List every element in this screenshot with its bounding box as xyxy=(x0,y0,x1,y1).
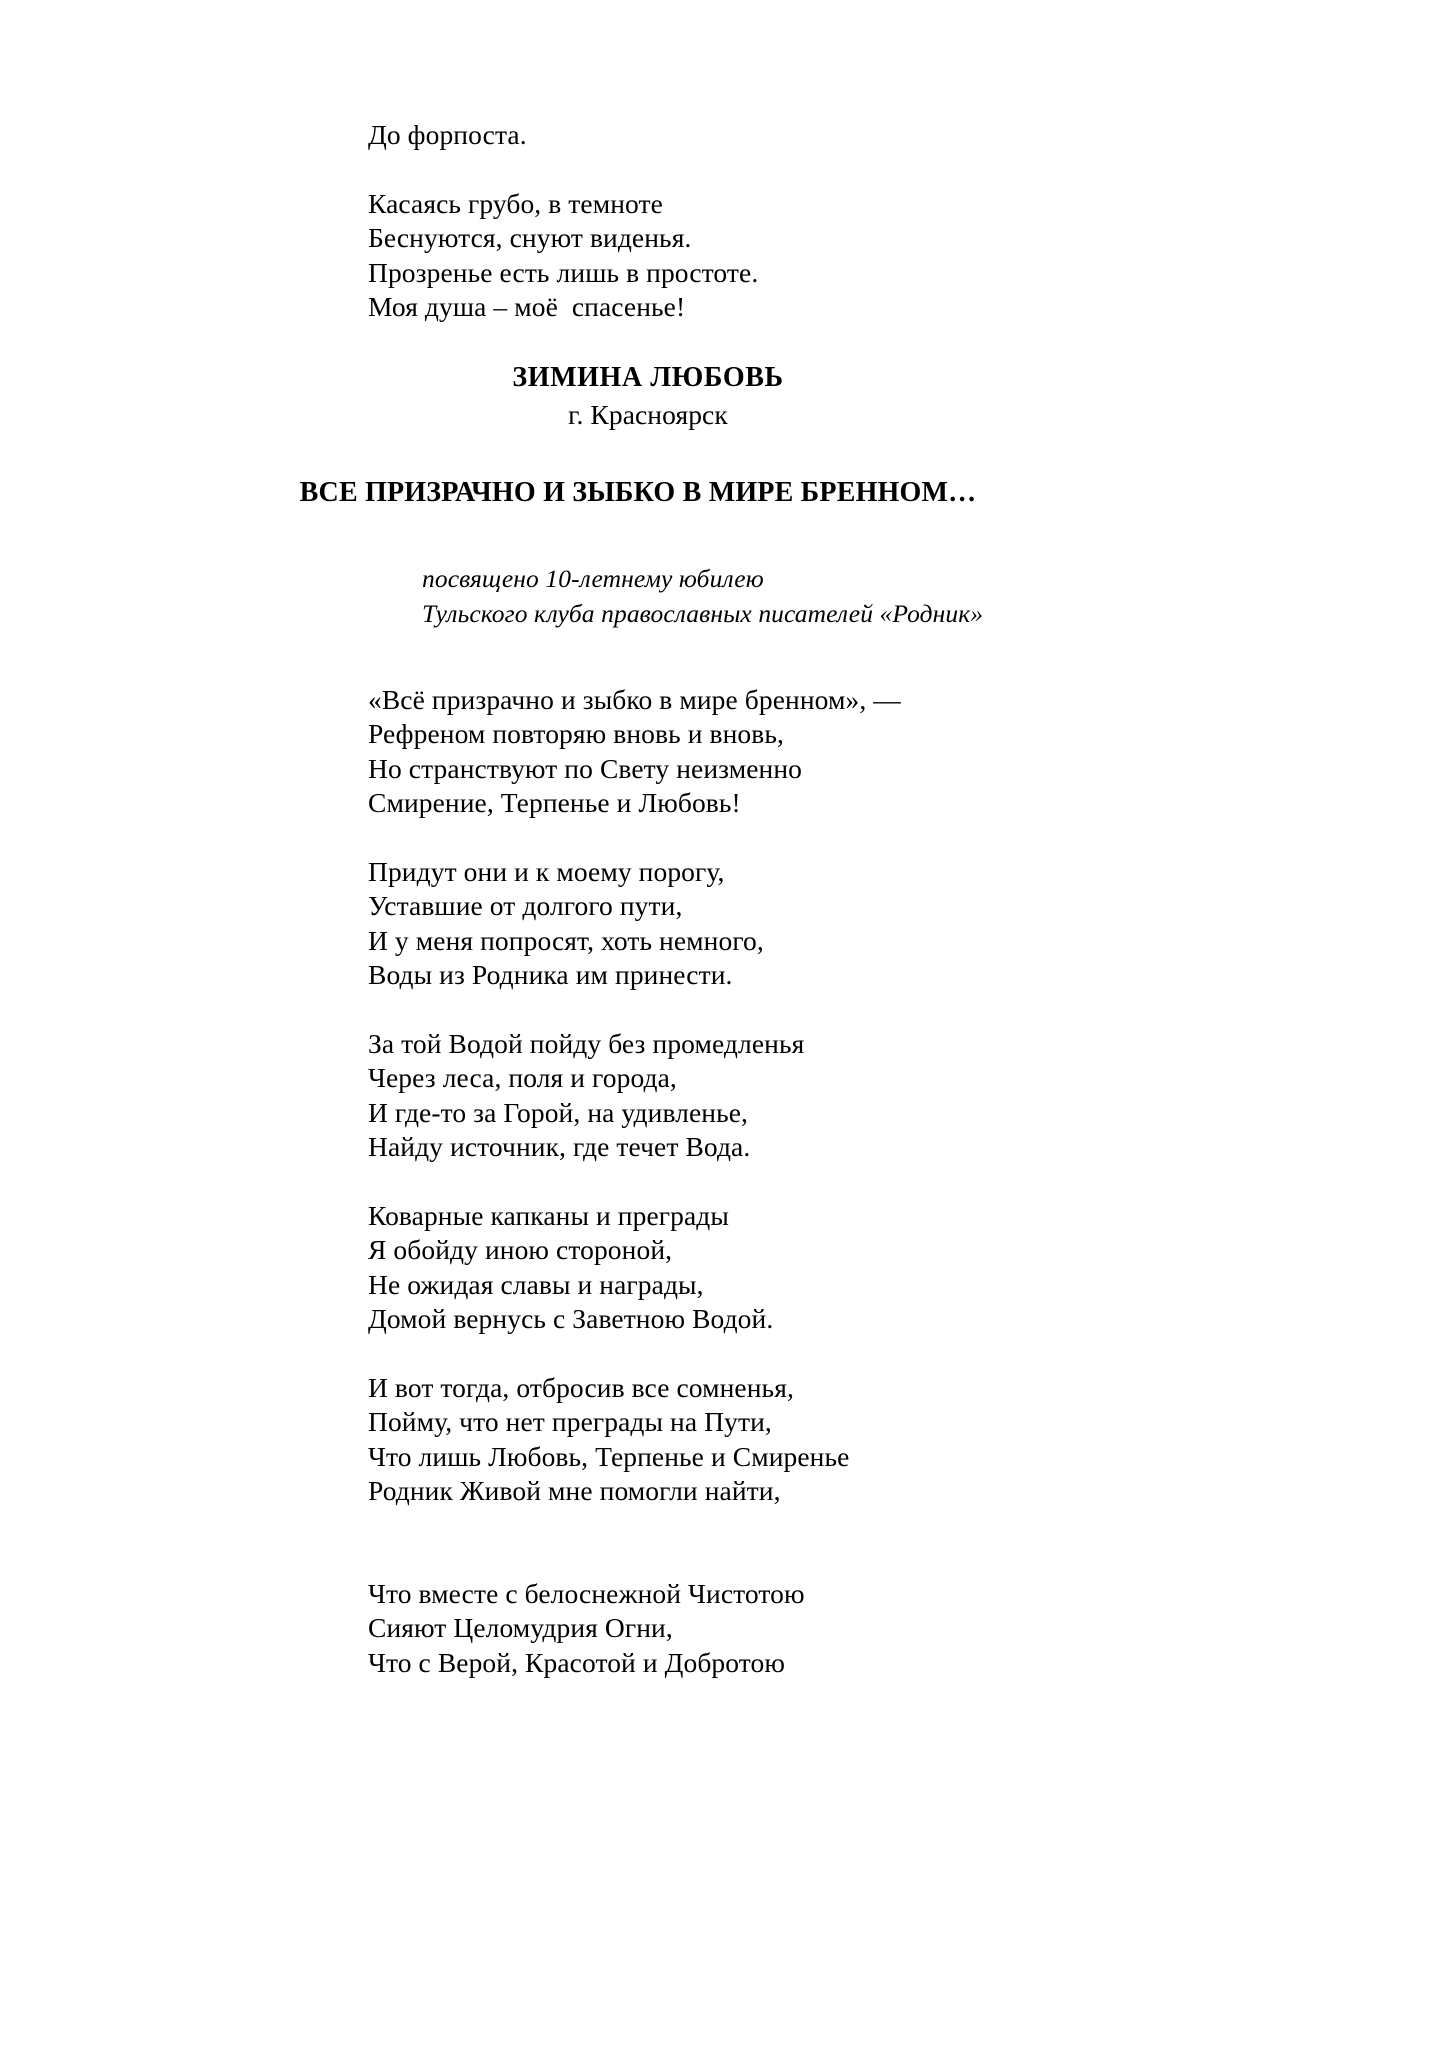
poem-line: И где-то за Горой, на удивленье, xyxy=(368,1096,749,1128)
poem-line: И вот тогда, отбросив все сомненья, xyxy=(368,1371,794,1403)
poem-line: Я обойду иною стороной, xyxy=(368,1234,673,1265)
poem-line: Что лишь Любовь, Терпенье и Смиренье xyxy=(368,1440,850,1472)
poem-line: Прозренье есть лишь в простоте. xyxy=(368,256,759,288)
previous-poem-tail xyxy=(368,118,1128,153)
poem-line: Коварные капканы и преграды xyxy=(368,1199,729,1231)
poem-line: Найду источник, где течет Вода. xyxy=(368,1131,751,1162)
poem-line: Касаясь грубо, в темноте xyxy=(368,187,663,219)
poem-line: Пойму, что нет преграды на Пути, xyxy=(368,1406,772,1437)
poem-stanza xyxy=(368,683,1128,821)
poem-line: Воды из Родника им принести. xyxy=(368,959,733,990)
poem-line: До форпоста. xyxy=(368,119,527,150)
poem-line: Через леса, поля и города, xyxy=(368,1062,677,1093)
poem-line: Смирение, Терпенье и Любовь! xyxy=(368,787,741,818)
poem-stanza xyxy=(368,855,1128,993)
author-block xyxy=(368,359,928,433)
poem-line: Уставшие от долгого пути, xyxy=(368,890,683,921)
author-name: ЗИМИНА ЛЮБОВЬ xyxy=(512,361,784,393)
poem-line: И у меня попросят, хоть немного, xyxy=(368,924,764,956)
poem-stanza xyxy=(368,1199,1128,1337)
poem-line: Не ожидая славы и награды, xyxy=(368,1268,704,1300)
poem-line: Беснуются, снуют виденья. xyxy=(368,222,692,253)
dedication-line: Тульского клуба православных писателей «Родник» xyxy=(422,598,984,628)
poem-line: Моя душа – моё спасенье! xyxy=(368,291,686,322)
dedication-line: посвящено 10-летнему юбилею xyxy=(422,563,764,593)
poem-line: Что с Верой, Красотой и Добротою xyxy=(368,1646,786,1678)
poem-stanza xyxy=(368,1027,1128,1165)
previous-poem-stanza xyxy=(368,187,1128,325)
poem-line: Родник Живой мне помогли найти, xyxy=(368,1475,781,1506)
poem-line: Сияют Целомудрия Огни, xyxy=(368,1612,673,1643)
poem-line: Придут они и к моему порогу, xyxy=(368,855,725,887)
poem-stanza xyxy=(368,1371,1128,1509)
author-city: г. Красноярск xyxy=(568,398,728,430)
poem-line: «Всё призрачно и зыбко в мире бренном», — xyxy=(368,683,901,715)
poem-stanza xyxy=(368,1577,1128,1681)
poem-dedication xyxy=(368,561,1128,631)
stanza-spacer xyxy=(368,1543,1128,1577)
poem-line: Что вместе с белоснежной Чистотою xyxy=(368,1577,805,1609)
poem-line: За той Водой пойду без промедленья xyxy=(368,1027,805,1059)
page-content xyxy=(299,118,1128,1680)
poem-line: Рефреном повторяю вновь и вновь, xyxy=(368,718,784,749)
poem-title: ВСЕ ПРИЗРАЧНО И ЗЫБКО В МИРЕ БРЕННОМ… xyxy=(299,476,977,508)
poem-line: Домой вернусь с Заветною Водой. xyxy=(368,1303,774,1334)
poem-line: Но странствуют по Свету неизменно xyxy=(368,752,803,784)
